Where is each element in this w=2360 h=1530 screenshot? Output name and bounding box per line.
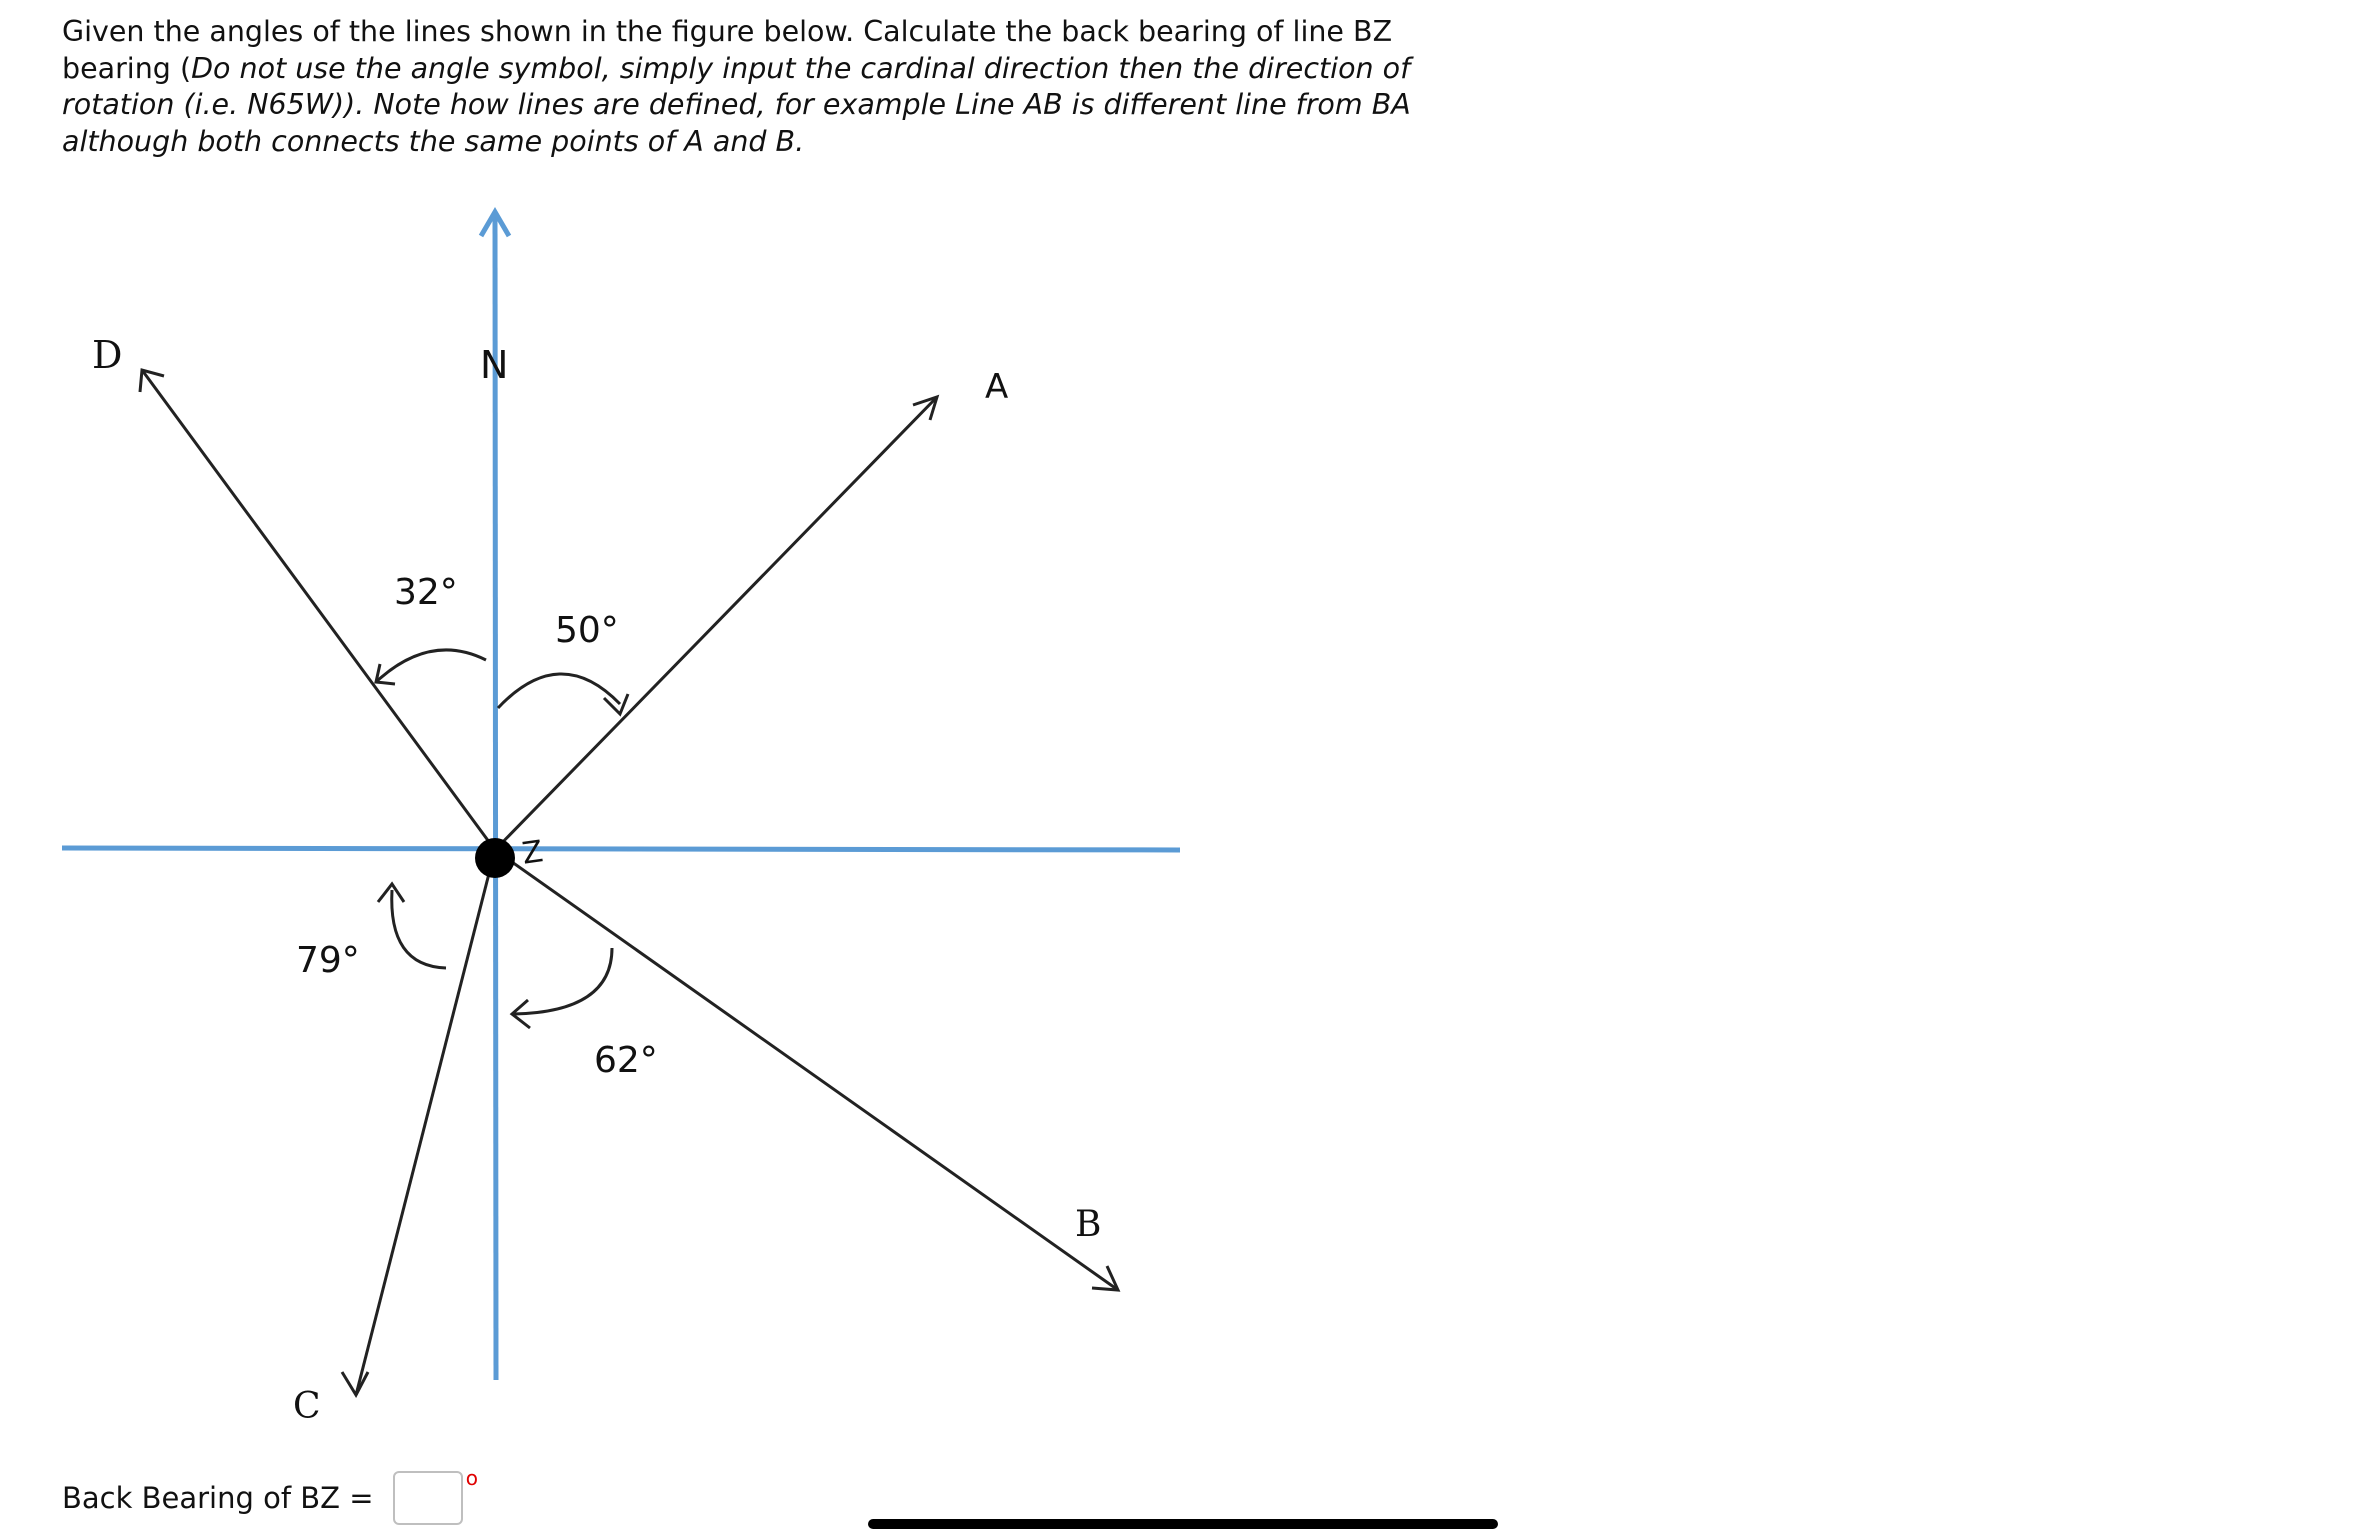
label-a: A (985, 367, 1009, 407)
angle-arc-32 (376, 650, 486, 682)
point-z (475, 838, 515, 878)
answer-row (62, 1468, 478, 1528)
angle-label-79: 79° (296, 940, 360, 981)
angle-arc-62 (514, 948, 612, 1014)
home-indicator-bar[interactable] (868, 1519, 1498, 1529)
angle-arc-79 (392, 890, 446, 968)
line-zc (356, 850, 495, 1395)
line-zb (495, 850, 1118, 1290)
label-z: Z (520, 834, 546, 872)
angle-arc-50-arrowhead (604, 694, 628, 714)
angle-arc-50 (498, 674, 620, 708)
angle-label-62: 62° (594, 1040, 658, 1081)
label-d: D (92, 333, 123, 377)
label-north: N (480, 343, 509, 387)
label-b: B (1075, 1204, 1102, 1245)
degree-unit: o (465, 1466, 479, 1490)
question-text-regular: Given the angles of the lines shown in the figure below. Calculate the back bearing of line BZ bearing ( (62, 15, 1393, 85)
back-bearing-input[interactable] (393, 1471, 463, 1525)
angle-label-50: 50° (555, 610, 619, 651)
question-text-italic: Do not use the angle symbol, simply input the cardinal direction then the direction of rotation (i.e. N65W)). Note how lines are defined, for example Line AB is different line from BA although both connects the same points of A and B. (62, 51, 1411, 158)
line-zc-arrowhead (342, 1372, 368, 1395)
label-c: C (293, 1386, 321, 1427)
north-south-axis (495, 212, 496, 1380)
angle-label-32: 32° (394, 572, 458, 613)
east-west-axis (62, 848, 1180, 850)
answer-label: Back Bearing of BZ = (62, 1481, 383, 1515)
